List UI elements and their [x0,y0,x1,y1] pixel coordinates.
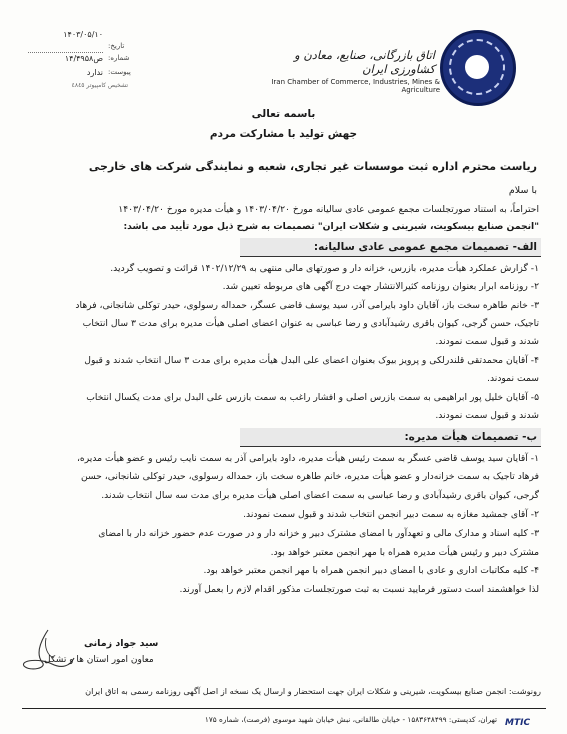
number-label: شماره: [108,54,130,62]
section-a-item: شدند و قبول سمت نمودند. [435,336,539,347]
section-a-item: ۳- خانم طاهره سخت باز، آقایان داود بایرامی آذر، سید یوسف قاضی عسگر، حمداله رسولوی، حیدر توکلی شانجانی، فرهاد [75,300,539,311]
number-value: ۱۴/۴۹۵۸ص [64,54,103,63]
mtic-logo: MTIC [505,718,531,728]
intro-line-2: "انجمن صنایع بیسکویت، شیرینی و شکلات ایران" تصمیمات به شرح ذیل مورد تأیید می باشد: [123,221,539,232]
footer-address: تهران، کدپستی: ۱۵۸۳۶۴۸۴۹۹ - خیابان طالقانی، نبش خیابان شهید موسوی (فرصت)، شماره ۱۷۵ [204,715,497,724]
computer-stamp: تشخیص کامپیوتر ٤۸٤٥ [71,82,128,89]
closing-request: لذا خواهشمند است دستور فرمایید نسبت به ثبت صورتجلسات مذکور اقدام لازم را بعمل آورند. [179,584,539,595]
signatory-name: سید جواد زمانی [84,638,159,649]
chamber-name-en: Iran Chamber of Commerce, Industries, Mines & Agriculture [271,78,440,94]
slogan: جهش تولید با مشارکت مردم [209,128,358,140]
date-value-line [28,42,103,53]
greeting: با سلام [508,185,537,196]
section-a-item: سمت نمودند. [487,373,539,384]
signatory-title: معاون امور استان ها و تشکل [44,655,154,665]
chamber-name-fa: اتاق بازرگانی، صنایع، معادن و کشاورزی ایران [294,48,435,76]
section-b-item: ۳- کلیه اسناد و مدارک مالی و تعهدآور با امضای مشترک دبیر و خزانه دار و در صورت عدم حضور خزانه دار با امضای [98,528,539,539]
intro-line-1: احتراماً، به استناد صورتجلسات مجمع عمومی عادی سالیانه مورخ ۱۴۰۳/۰۴/۲۰ و هیأت مدیره مورخ ۱۴۰۳/۰۴/۲۰ [118,204,539,215]
attachment-label: پیوست: [108,68,131,76]
section-a-item: شدند و قبول سمت نمودند. [435,410,539,421]
attachment-value: ندارد [86,68,103,77]
section-b-item: فرهاد تاجیک به سمت خزانه‌دار و عضو هیأت مدیره، خانم طاهره سخت باز، حمداله رسولوی، حیدر توکلی شانجانی، حسن [80,471,539,482]
footer-rule [22,708,546,709]
section-a-item: ۱- گزارش عملکرد هیأت مدیره، بازرس، خزانه دار و صورتهای مالی منتهی به ۱۴۰۲/۱۲/۲۹ قرائت و تصویب گردید. [110,263,539,274]
section-a-heading: الف- تصمیمات مجمع عمومی عادی سالیانه: [240,238,541,257]
date-label: تاریخ: [108,42,125,50]
cc-line: رونوشت: انجمن صنایع بیسکویت، شیرینی و شکلات ایران جهت استحضار و ارسال یک نسخه از اصل آگهی روزنامه رسمی به اتاق ایران [85,686,541,696]
recipient: ریاست محترم اداره ثبت موسسات غیر تجاری، شعبه و نمایندگی شرکت های خارجی [88,160,537,173]
section-a-item: ۲- روزنامه ابرار بعنوان روزنامه کثیرالانتشار جهت درج آگهی های مربوطه تعیین شد. [222,281,539,292]
signature-scribble [18,628,78,678]
section-b-heading: ب- تصمیمات هیأت مدیره: [240,428,541,447]
section-b-item: ۲- آقای جمشید مغازه به سمت دبیر انجمن انتخاب شدند و قبول سمت نمودند. [243,509,539,520]
section-b-item: مشترک دبیر و رئیس هیأت مدیره همراه با مهر انجمن معتبر خواهد بود. [270,547,539,558]
page-title: باسمه تعالی [251,108,316,120]
section-a-item: تاجیک، حسن گرجی، کیوان باقری رشیدآبادی و رضا عباسی به عنوان اعضای اصلی هیأت مدیره برای مدت ۳ سال انتخاب [82,318,539,329]
logo-core [463,53,491,81]
meta-block [28,30,158,90]
section-a-item: ۵- آقایان خلیل پور ابراهیمی به سمت بازرس اصلی و افشار راغب به سمت بازرس علی البدل برای مدت یکسال انتخاب [86,392,539,403]
section-b-item: ۴- کلیه مکاتبات اداری و عادی با امضای دبیر انجمن همراه با مهر انجمن معتبر خواهد بود. [203,565,539,576]
section-b-item: گرجی، کیوان باقری رشیدآبادی و رضا عباسی به سمت اعضای اصلی هیأت مدیره برای مدت سه سال انتخاب شدند. [101,490,539,501]
section-a-item: ۴- آقایان محمدتقی قلندرلکی و پرویز بیوک بعنوان اعضای علی البدل هیأت مدیره برای مدت ۳ سال انتخاب شدند و قبول [84,355,539,366]
section-b-item: ۱- آقایان سید یوسف قاضی عسگر به سمت رئیس هیأت مدیره، داود بایرامی آذر به سمت نایب رئیس و عضو هیأت مدیره، [76,453,539,464]
date-value: ۱۴۰۳/۰۵/۱۰ [63,30,103,39]
